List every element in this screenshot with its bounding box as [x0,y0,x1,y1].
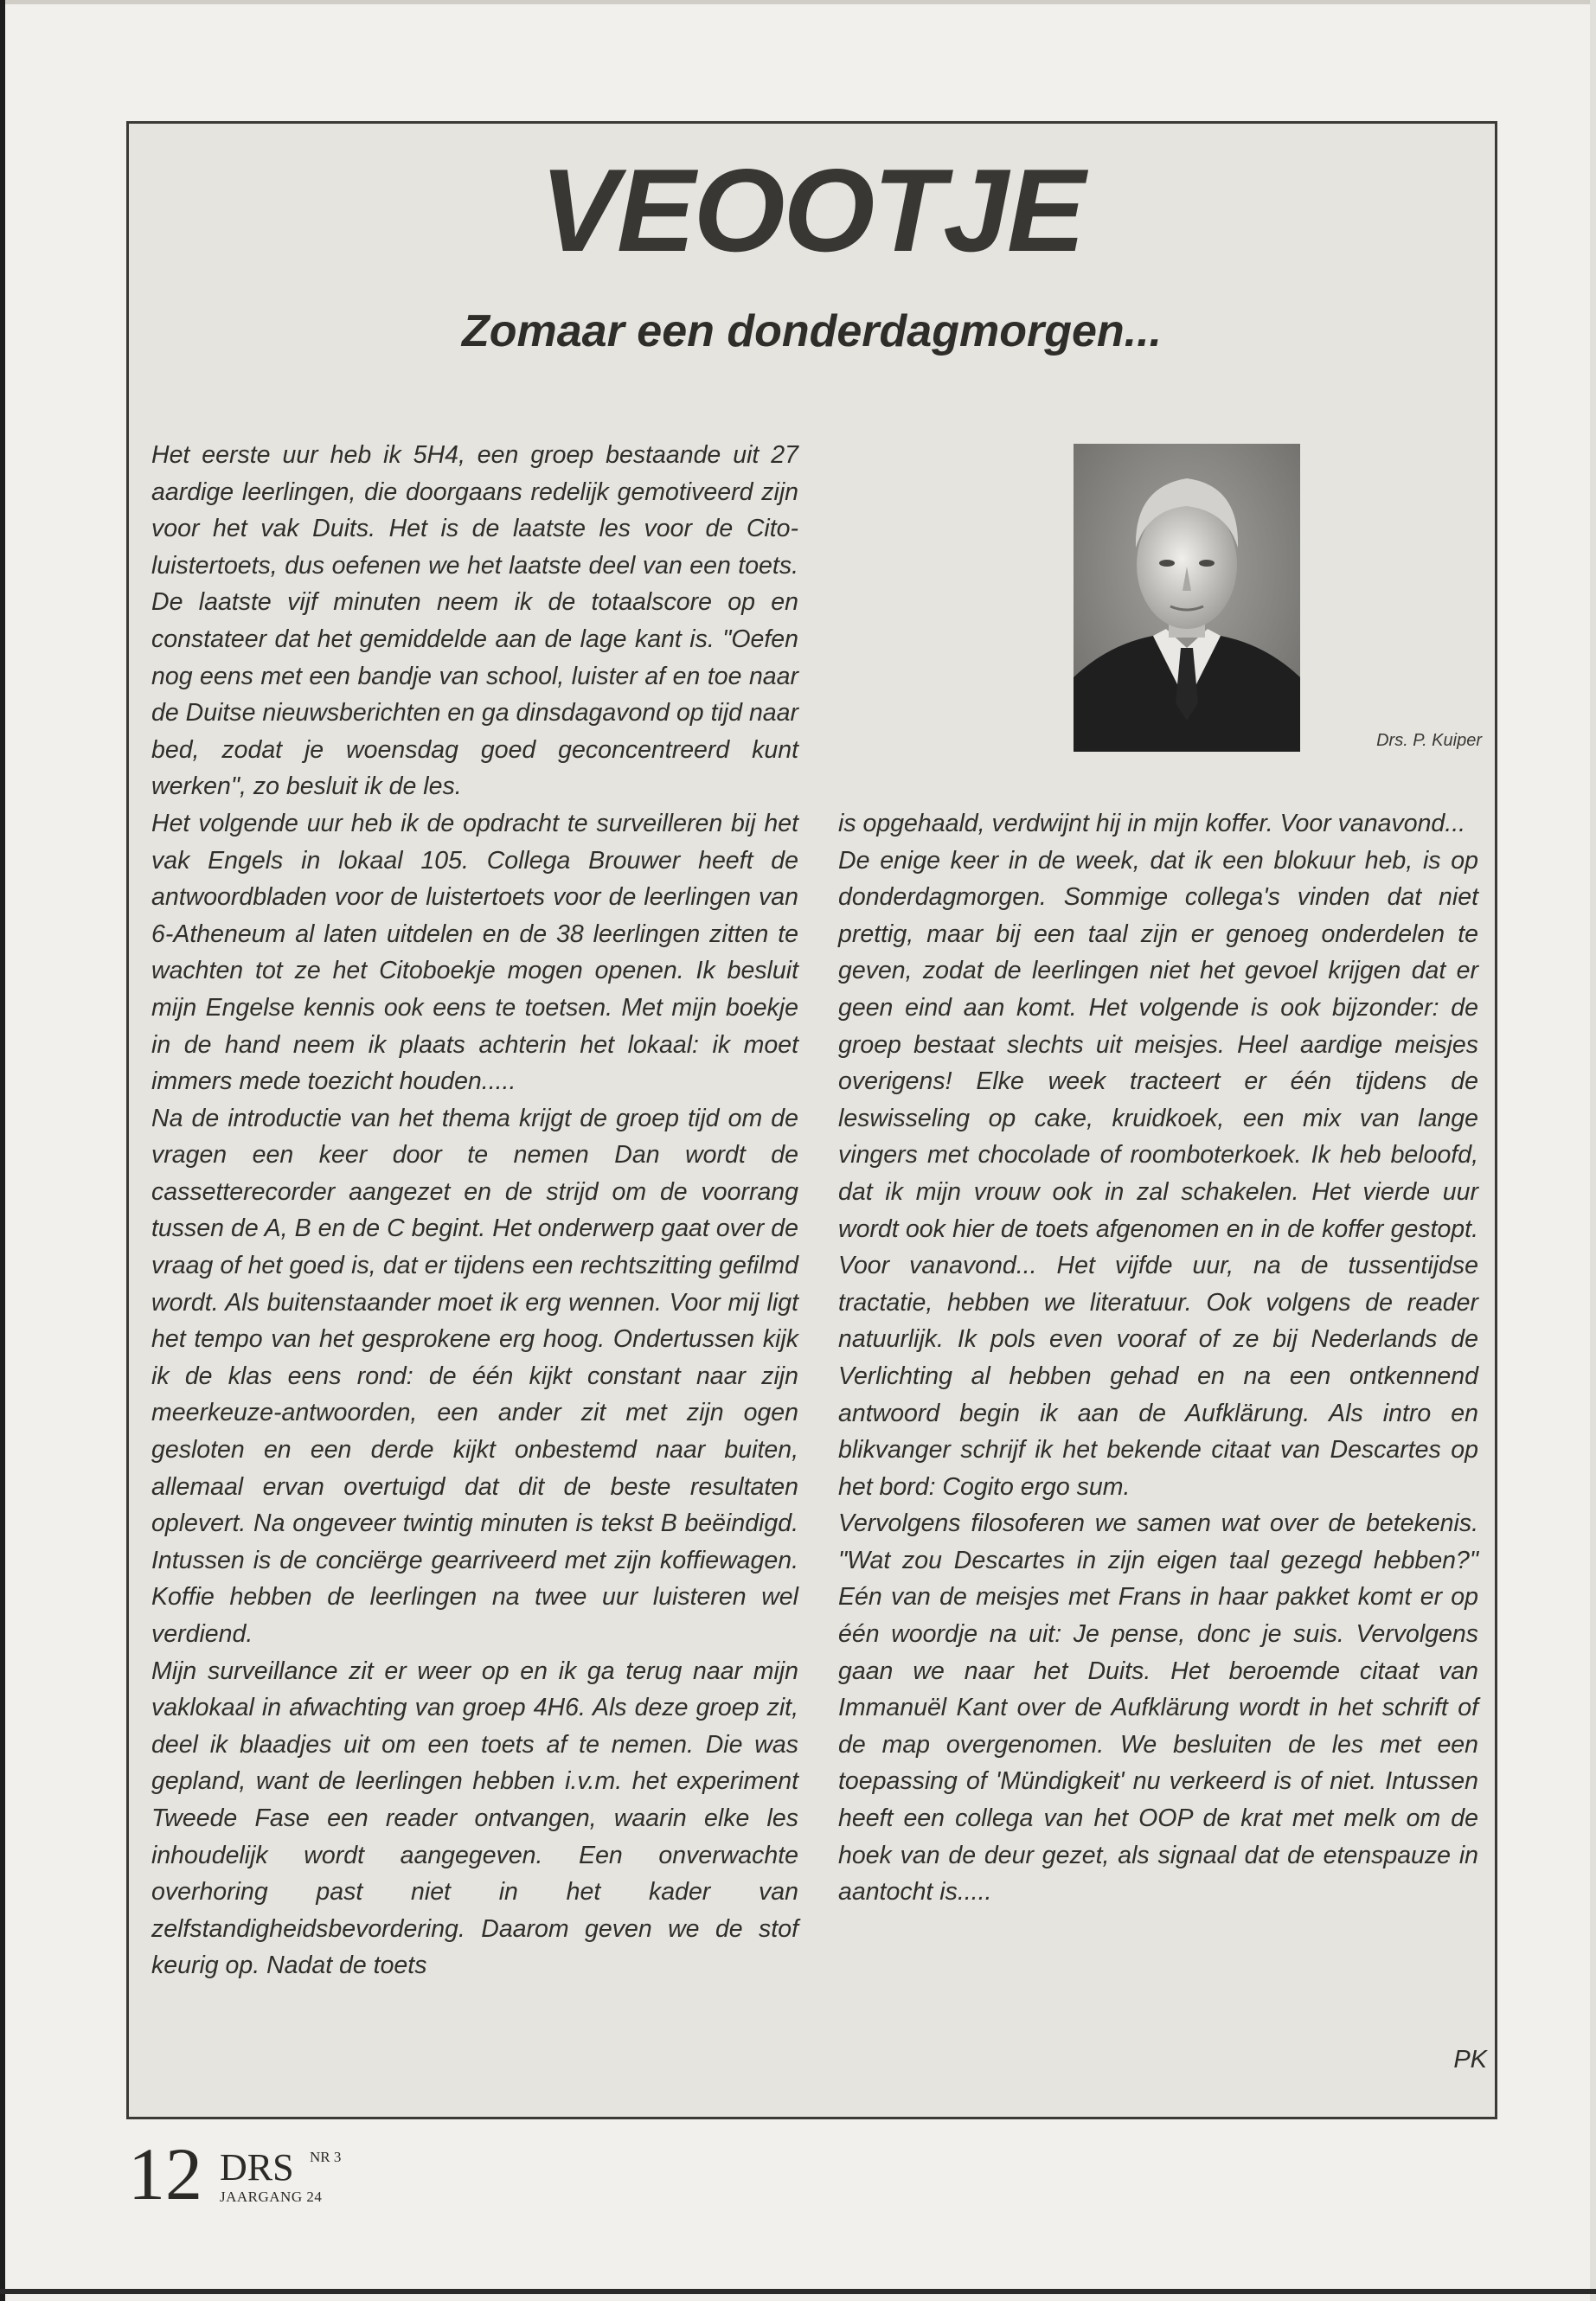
magazine-name: DRS [220,2146,294,2189]
paragraph: Het volgende uur heb ik de opdracht te surveilleren bij het vak Engels in lokaal 105. Collega Brouwer heeft de antwoordbladen voor de luistertoets voor de leerlingen van 6-Atheneum al laten uitdelen en de 38 leerlingen zitten te wachten tot ze het Citoboekje mogen openen. Ik besluit mijn Engelse kennis ook eens te toetsen. Met mijn boekje in de hand neem ik plaats achterin het lokaal: ik moet immers mede toezicht houden..... [151,809,798,1096]
author-initials: PK [1453,2046,1487,2073]
article-column-left [151,437,798,1984]
article-subtitle: Zomaar een donderdagmorgen... [461,306,1163,356]
paragraph: Het eerste uur heb ik 5H4, een groep bestaande uit 27 aardige leerlingen, die doorgaans redelijk gemotiveerd zijn voor het vak Duits. Het is de laatste les voor de Cito-luistertoets, dus oefenen we het laatste deel van een toets. De laatste vijf minuten neem ik de totaalscore op en constateer dat het gemiddelde aan de lage kant is. "Oefen nog eens met een bandje van school, luister af en toe naar de Duitse nieuwsberichten en ga dinsdagavond op tijd naar bed, zodat je woensdag goed geconcentreerd kunt werken", zo besluit ik de les. [151,441,798,801]
paragraph: is opgehaald, verdwijnt hij in mijn koffer. Voor vanavond... [838,810,1466,837]
paragraph: Na de introductie van het thema krijgt de groep tijd om de vragen een keer door te nemen Dan wordt de cassetterecorder aangezet en de strijd om de voorrang tussen de A, B en de C begint. Het onderwerp gaat over de vraag of het goed is, dat er tijdens een rechtszitting gefilmd wordt. Als buitenstaander moet ik erg wennen. Voor mij ligt het tempo van het gesprokene erg hoog. Ondertussen kijk ik de klas eens rond: de één kijkt constant naar zijn meerkeuze-antwoorden, een ander zit met zijn ogen gesloten en een derde kijkt onbestemd naar buiten, allemaal ervan overtuigd dat dit de beste resultaten oplevert. Na ongeveer twintig minuten is tekst B beëindigd. Intussen is de conciërge gearriveerd met zijn koffiewagen. Koffie hebben de leerlingen na twee uur luisteren wel verdiend. [151,1104,798,1648]
page-edge-right [1590,0,1596,2301]
article-frame [126,121,1497,2119]
author-portrait-photo [1074,444,1300,752]
page-edge-left [0,0,5,2301]
volume-label: JAARGANG 24 [220,2189,323,2205]
page-number: 12 [128,2132,202,2215]
paragraph: De enige keer in de week, dat ik een blokuur heb, is op donderdagmorgen. Sommige collega's vinden dat niet prettig, maar bij een taal zijn er genoeg onderdelen te geven, zodat de leerlingen niet het gevoel krijgen dat er geen eind aan komt. Het volgende is ook bijzonder: de groep bestaat slechts uit meisjes. Heel aardige meisjes overigens! Elke week tracteert er één tijdens de leswisseling op cake, kruidkoek, een mix van lange vingers met chocolade of roomboterkoek. Ik heb beloofd, dat ik mijn vrouw ook in zal schakelen. Het vierde uur wordt ook hier de toets afgenomen en in de koffer gestopt. Voor vanavond... Het vijfde uur, na de tussentijdse tractatie, hebben we literatuur. Ook volgens de reader natuurlijk. Ik pols even vooraf of ze bij Nederlands de Verlichting al hebben gehad en na een ontkennend antwoord begin ik aan de Aufklärung. Als intro en blikvanger schrijf ik het bekende citaat van Descartes op het bord: Cogito ergo sum. [838,846,1478,1501]
page-footer [128,2132,474,2232]
page-title: VEOOTJE [540,144,1084,276]
article-column-right [838,805,1478,1911]
paragraph: Vervolgens filosoferen we samen wat over de betekenis. "Wat zou Descartes in zijn eigen taal gezegd hebben?" Eén van de meisjes met Frans in haar pakket komt er op één woordje na uit: Je pense, donc je suis. Vervolgens gaan we naar het Duits. Het beroemde citaat van Immanuël Kant over de Aufklärung wordt in het schrift of de map overgenomen. We besluiten de les met een toepassing of 'Mündigkeit' nu verkeerd is of niet. Intussen heeft een collega van het OOP de krat met melk om de hoek van de deur gezet, als signaal dat de etenspauze in aantocht is..... [838,1509,1478,1907]
photo-caption: Drs. P. Kuiper [1376,731,1482,750]
page-edge-bottom [0,2289,1596,2294]
issue-number: NR 3 [310,2149,342,2165]
page-edge-top [0,0,1596,4]
portrait-illustration [1074,444,1300,752]
paragraph: Mijn surveillance zit er weer op en ik ga terug naar mijn vaklokaal in afwachting van groep 4H6. Als deze groep zit, deel ik blaadjes uit om een toets af te nemen. Die was gepland, want de leerlingen hebben i.v.m. het experiment Tweede Fase een reader ontvangen, waarin elke les inhoudelijk wordt aangegeven. Een onverwachte overhoring past niet in het kader van zelfstandigheidsbevordering. Daarom geven we de stof keurig op. Nadat de toets [151,1657,798,1980]
